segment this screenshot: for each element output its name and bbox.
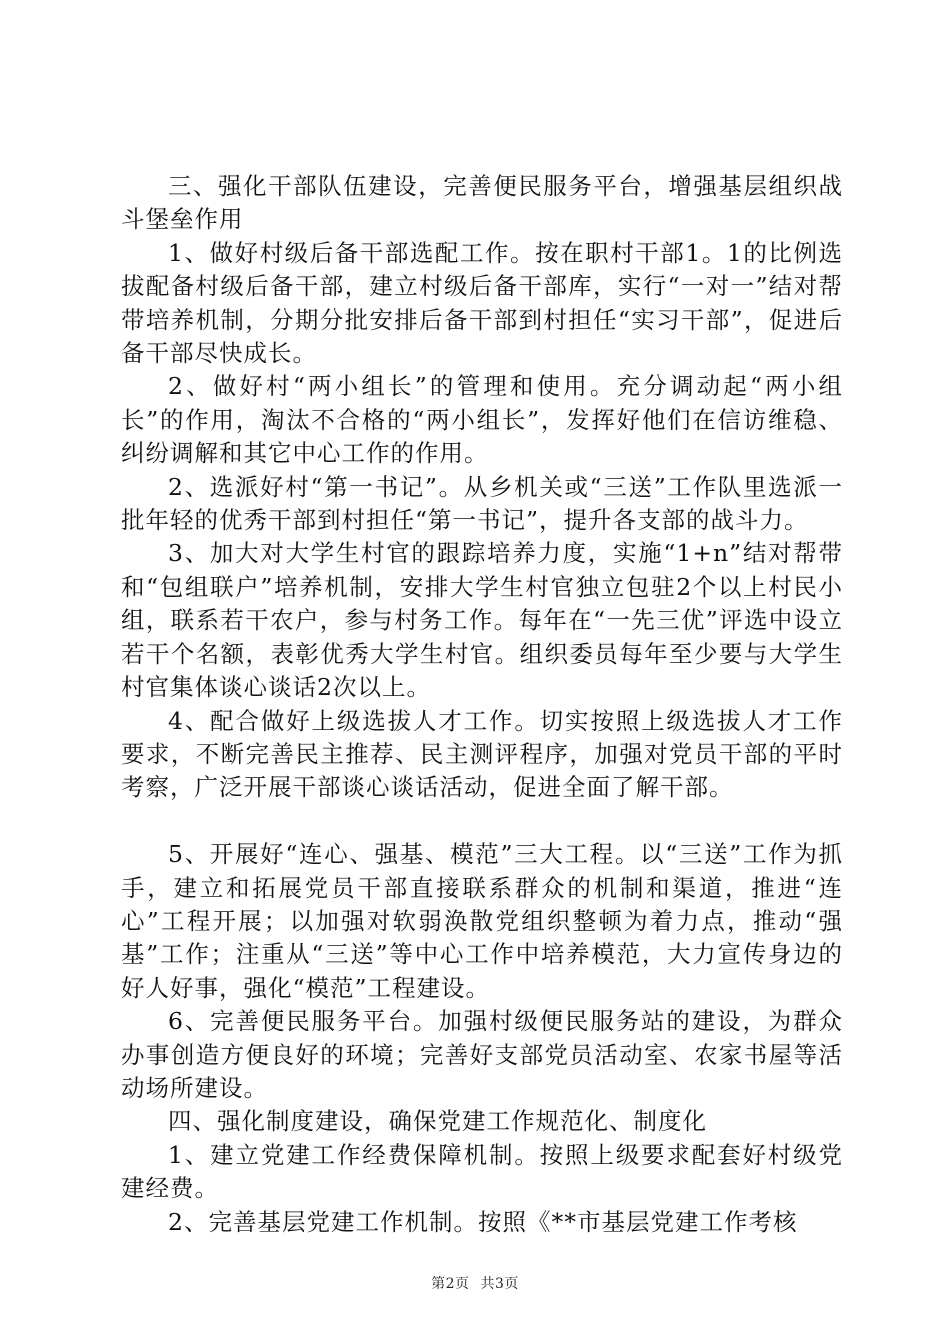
paragraph-first-secretary: 2、选派好村“第一书记”。从乡机关或“三送”工作队里选派一批年轻的优秀干部到村担任“第一书记”，提升各支部的战斗力。 xyxy=(121,472,843,535)
paragraph-village-officials: 3、加大对大学生村官的跟踪培养力度，实施“1+n”结对帮带和“包组联户”培养机制，安排大学生村官独立包驻2个以上村民小组，联系若干农户，参与村务工作。每年在“一先三优”评选中设立若干个名额，表彰优秀大学生村官。组织委员每年至少要与大学生村官集体谈心谈话2次以上。 xyxy=(121,539,843,702)
document-body xyxy=(121,170,843,1239)
paragraph-talent-selection: 4、配合做好上级选拔人才工作。切实按照上级选拔人才工作要求，不断完善民主推荐、民主测评程序，加强对党员干部的平时考察，广泛开展干部谈心谈话活动，促进全面了解干部。 xyxy=(121,706,843,802)
section-heading-4: 四、强化制度建设，确保党建工作规范化、制度化 xyxy=(168,1107,707,1136)
paragraph-funding-mechanism: 1、建立党建工作经费保障机制。按照上级要求配套好村级党建经费。 xyxy=(121,1140,843,1203)
section-heading-3: 三、强化干部队伍建设，完善便民服务平台，增强基层组织战斗堡垒作用 xyxy=(121,172,843,234)
paragraph-three-projects: 5、开展好“连心、强基、模范”三大工程。以“三送”工作为抓手，建立和拓展党员干部直接联系群众的机制和渠道，推进“连心”工程开展；以加强对软弱涣散党组织整顿为着力点，推动“强基”工作；注重从“三送”等中心工作中培养模范，大力宣传身边的好人好事，强化“模范”工程建设。 xyxy=(121,840,843,1002)
page-footer xyxy=(0,1273,950,1293)
page-total: 共3页 xyxy=(480,1276,519,1292)
paragraph-two-group-leaders: 2、做好村“两小组长”的管理和使用。充分调动起“两小组长”的作用，淘汰不合格的“两小组长”，发挥好他们在信访维稳、纠纷调解和其它中心工作的作用。 xyxy=(121,372,843,468)
paragraph-service-platform: 6、完善便民服务平台。加强村级便民服务站的建设，为群众办事创造方便良好的环境；完善好支部党员活动室、农家书屋等活动场所建设。 xyxy=(121,1007,843,1102)
paragraph-reserve-cadres: 1、做好村级后备干部选配工作。按在职村干部1。1的比例选拔配备村级后备干部，建立村级后备干部库，实行“一对一”结对帮带培养机制，分期分批安排后备干部到村担任“实习干部”，促进后备干部尽快成长。 xyxy=(121,238,843,368)
page-number: 第2页 xyxy=(431,1276,470,1292)
paragraph-work-mechanism: 2、完善基层党建工作机制。按照《**市基层党建工作考核 xyxy=(168,1207,798,1236)
